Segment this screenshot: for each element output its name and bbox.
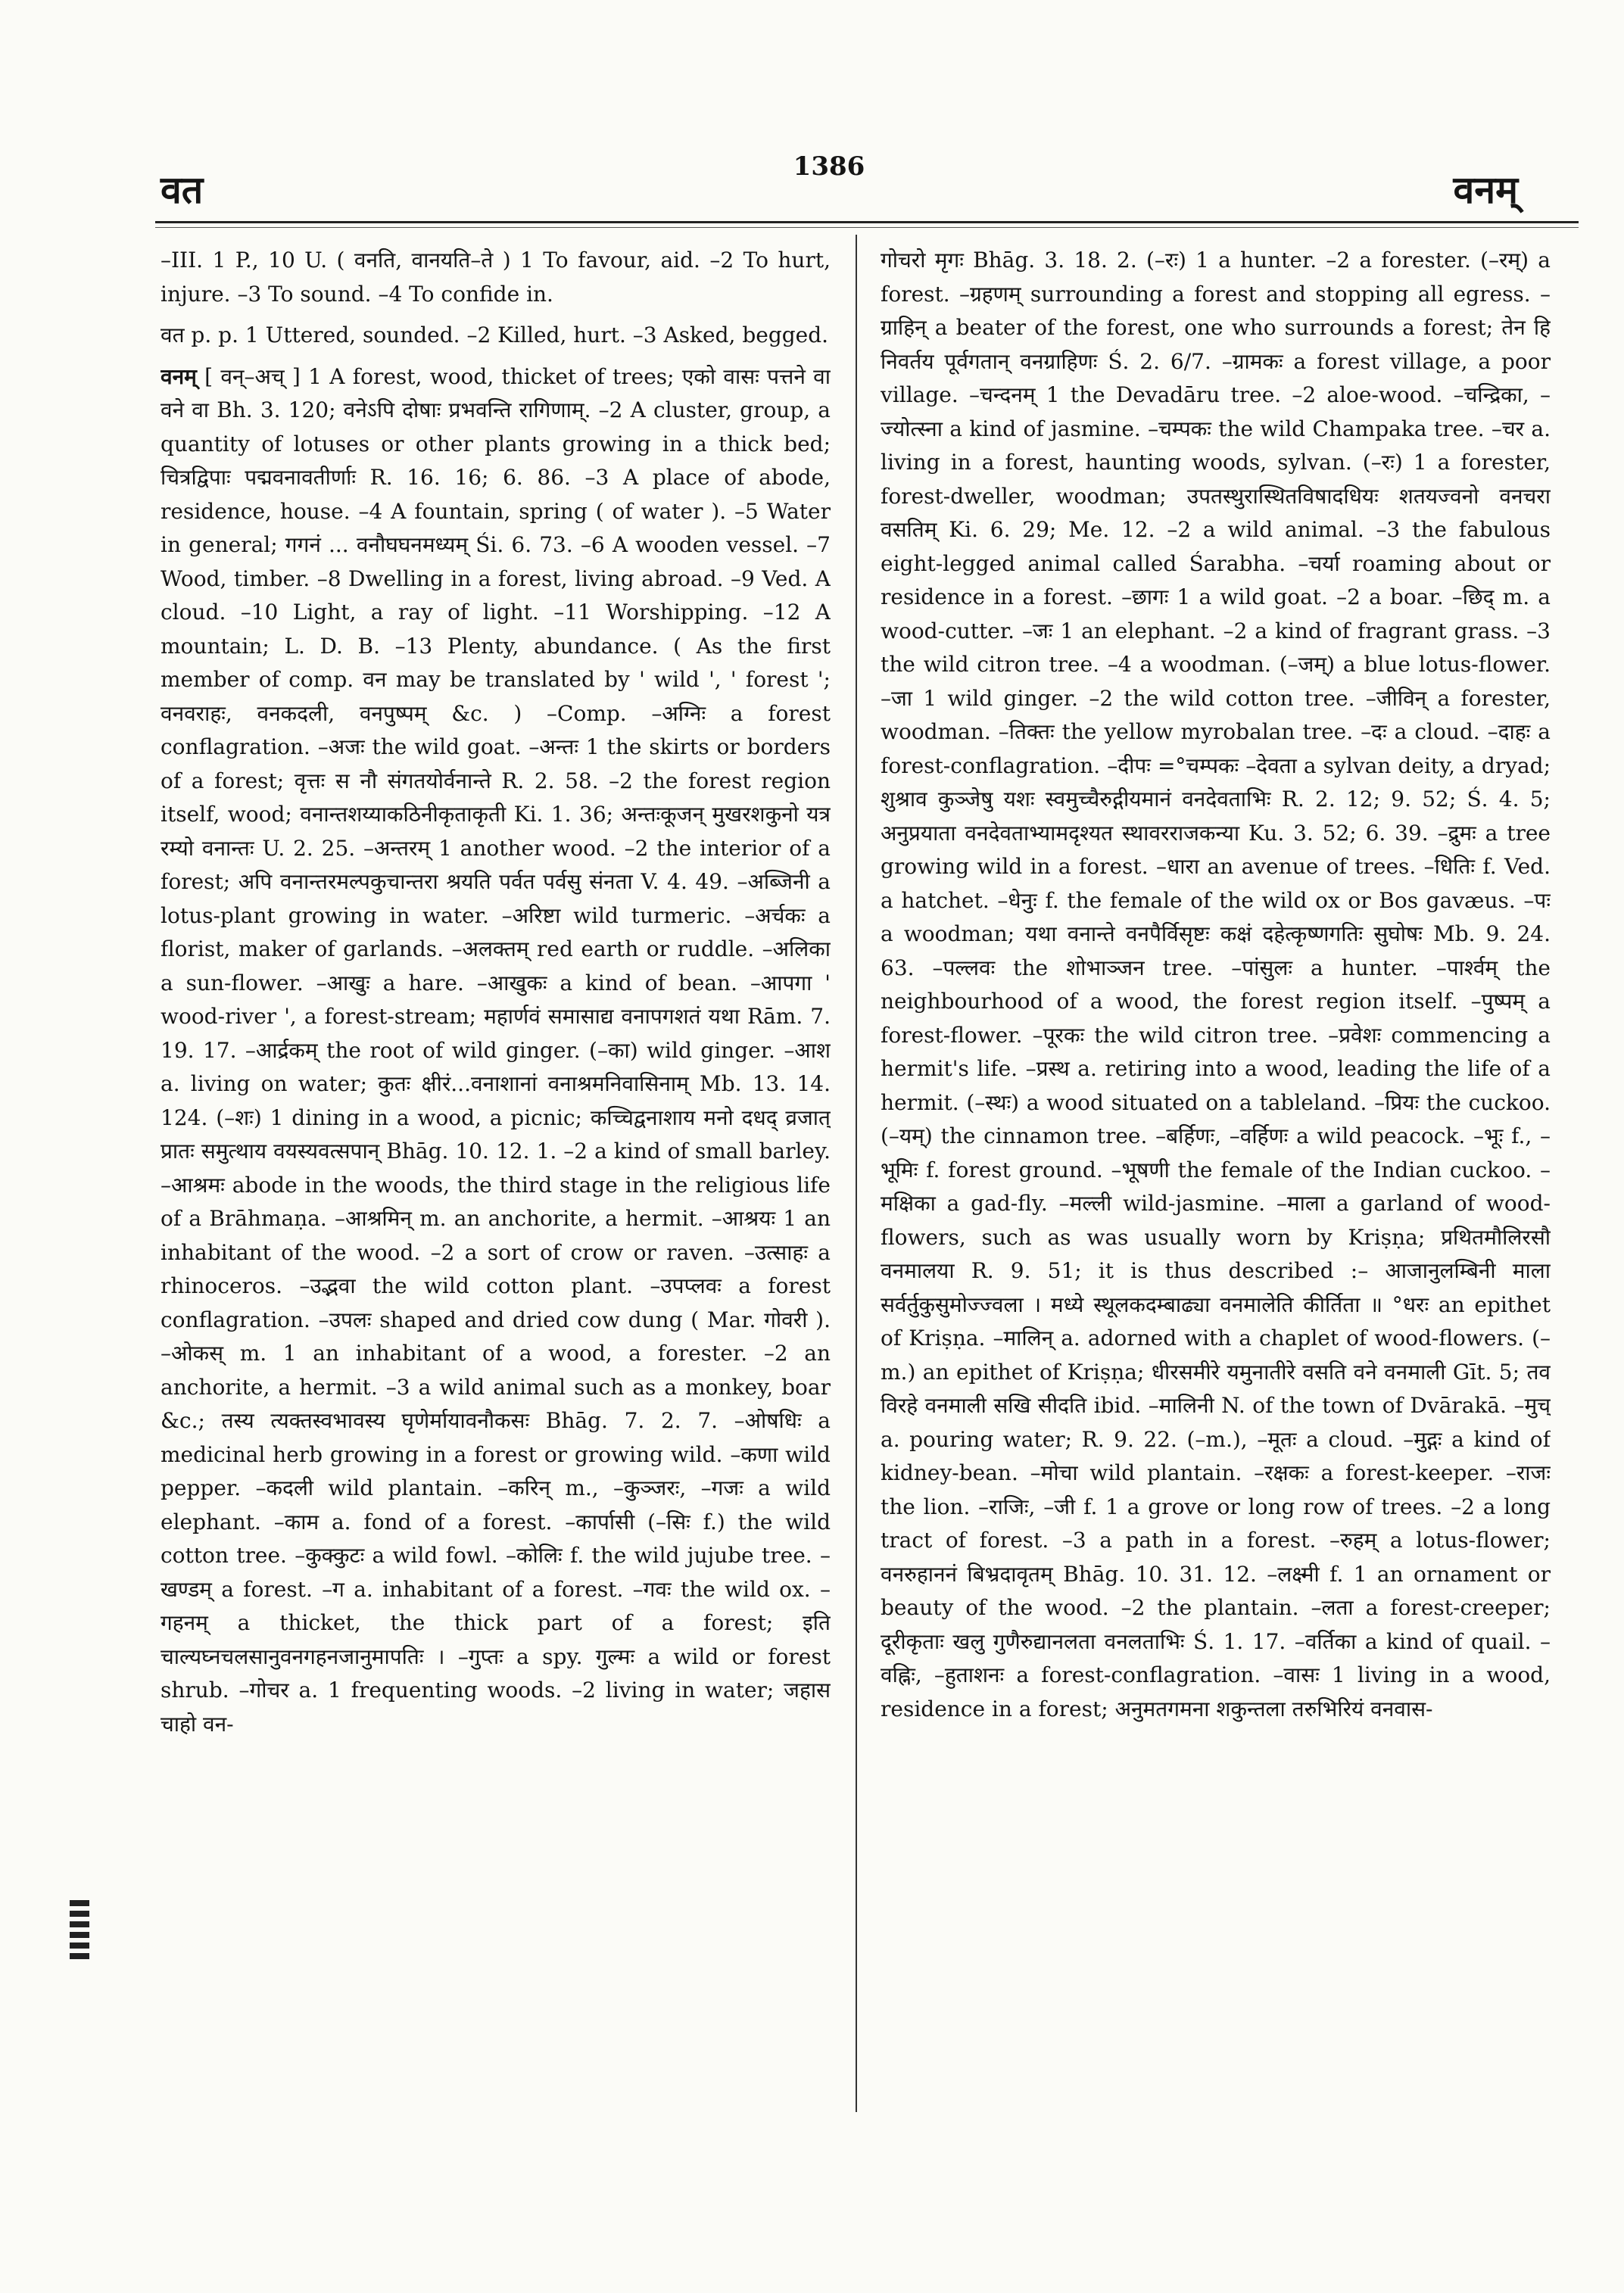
header-rule-thin: [155, 227, 1579, 228]
entry-vanam-continued: गोचरो मृगः Bhāg. 3. 18. 2. (–रः) 1 a hunter. –2 a forester. (–रम्) a forest. –ग्रहणम् surrounding a forest and stopping all egress. –ग्राहिन् a beater of the forest, one who surrounds a forest; तेन हि निवर्तय पूर्वगतान् वनग्राहिणः Ś. 2. 6/7. –ग्रामकः a forest village, a poor village. –चन्दनम् 1 the Devadāru tree. –2 aloe-wood. –चन्द्रिका, –ज्योत्स्ना a kind of jasmine. –चम्पकः the wild Champaka tree. –चर a. living in a forest, haunting woods, sylvan. (–रः) 1 a forester, forest-dweller, woodman; उपतस्थुरास्थितविषादधियः शतयज्वनो वनचरा वसतिम् Ki. 6. 29; Me. 12. –2 a wild animal. –3 the fabulous eight-legged animal called Śarabha. –चर्या roaming about or residence in a forest. –छागः 1 a wild goat. –2 a boar. –छिद् m. a wood-cutter. –जः 1 an elephant. –2 a kind of fragrant grass. –3 the wild citron tree. –4 a woodman. (–जम्) a blue lotus-flower. –जा 1 wild ginger. –2 the wild cotton tree. –जीविन् a forester, woodman. –तिक्तः the yellow myrobalan tree. –दः a cloud. –दाहः a forest-conflagration. –दीपः =°चम्पकः –देवता a sylvan deity, a dryad; शुश्राव कुञ्जेषु यशः स्वमुच्चैरुद्गीयमानं वनदेवताभिः R. 2. 12; 9. 52; Ś. 4. 5; अनुप्रयाता वनदेवताभ्यामदृश्यत स्थावरराजकन्या Ku. 3. 52; 6. 39. –द्रुमः a tree growing wild in a forest. –धारा an avenue of trees. –धितिः f. Ved. a hatchet. –धेनुः f. the female of the wild ox or Bos gavæus. –पः a woodman; यथा वनान्ते वनपैर्विसृष्टः कक्षं दहेत्कृष्णगतिः सुघोषः Mb. 9. 24. 63. –पल्लवः the शोभाञ्जन tree. –पांसुलः a hunter. –पार्श्वम् the neighbourhood of a wood, the forest region itself. –पुष्पम् a forest-flower. –पूरकः the wild citron tree. –प्रवेशः commencing a hermit's life. –प्रस्थ a. retiring into a wood, leading the life of a hermit. (–स्थः) a wood situated on a tableland. –प्रियः the cuckoo. (–यम्) the cinnamon tree. –बर्हिणः, –वर्हिणः a wild peacock. –भूः f., –भूमिः f. forest ground. –भूषणी the female of the Indian cuckoo. –मक्षिका a gad-fly. –मल्ली wild-jasmine. –माला a garland of wood-flowers, such as was usually worn by Kriṣṇa; प्रथितमौलिरसौ वनमालया R. 9. 51; it is thus described :– आजानुलम्बिनी माला सर्वर्तुकुसुमोज्ज्वला । मध्ये स्थूलकदम्बाढ्या वनमालेति कीर्तिता ॥ °धरः an epithet of Kriṣṇa. –मालिन् a. adorned with a chaplet of wood-flowers. (–m.) an epithet of Kriṣṇa; धीरसमीरे यमुनातीरे वसति वने वनमाली Gīt. 5; तव विरहे वनमाली सखि सीदति ibid. –मालिनी N. of the town of Dvārakā. –मुच् a. pouring water; R. 9. 22. (–m.), –मूतः a cloud. –मुद्गः a kind of kidney-bean. –मोचा wild plantain. –रक्षकः a forest-keeper. –राजः the lion. –राजिः, –जी f. 1 a grove or long row of trees. –2 a long tract of forest. –3 a path in a forest. –रुहम् a lotus-flower; वनरुहाननं बिभ्रदावृतम् Bhāg. 10. 31. 12. –लक्ष्मी f. 1 an ornament or beauty of the wood. –2 the plantain. –लता a forest-creeper; दूरीकृताः खलु गुणैरुद्यानलता वनलताभिः Ś. 1. 17. –वर्तिका a kind of quail. –वह्निः, –हुताशनः a forest-conflagration. –वासः 1 living in a wood, residence in a forest; अनुमतगमना शकुन्तला तरुभिरियं वनवास-: [881, 248, 1551, 1721]
right-column: [881, 244, 1551, 2114]
entry-vata: वत p. p. 1 Uttered, sounded. –2 Killed, hurt. –3 Asked, begged.: [161, 322, 829, 347]
header-rule-thick: [155, 221, 1579, 223]
column-divider: [856, 235, 857, 2112]
header-guide-word-left: वत: [161, 167, 204, 212]
entry-vana-verb: –III. 1 P., 10 U. ( वनति, वानयति–ते ) 1 To favour, aid. –2 To hurt, injure. –3 To sound. –4 To confide in.: [161, 248, 831, 307]
header-guide-word-right: वनम्: [1453, 167, 1518, 212]
page-number: 1386: [793, 151, 865, 182]
margin-thumb-index-mark: [70, 1900, 89, 1968]
entry-vanam-headword: वनम्: [161, 363, 197, 389]
entry-vanam: [161, 360, 831, 1742]
entry-vanam-text: [ वन्–अच् ] 1 A forest, wood, thicket of trees; एको वासः पत्तने वा वने वा Bh. 3. 120; वनेऽपि दोषाः प्रभवन्ति रागिणाम्. –2 A cluster, group, a quantity of lotuses or other plants growing in a thick bed; चित्रद्विपाः पद्मवनावतीर्णाः R. 16. 16; 6. 86. –3 A place of abode, residence, house. –4 A fountain, spring ( of water ). –5 Water in general; गगनं ... वनौघघनमध्यम् Śi. 6. 73. –6 A wooden vessel. –7 Wood, timber. –8 Dwelling in a forest, living abroad. –9 Ved. A cloud. –10 Light, a ray of light. –11 Worshipping. –12 A mountain; L. D. B. –13 Plenty, abundance. ( As the first member of comp. वन may be translated by ' wild ', ' forest '; वनवराहः, वनकदली, वनपुष्पम् &c. ) –Comp. –अग्निः a forest conflagration. –अजः the wild goat. –अन्तः 1 the skirts or borders of a forest; वृत्तः स नौ संगतयोर्वनान्ते R. 2. 58. –2 the forest region itself, wood; वनान्तशय्याकठिनीकृताकृती Ki. 1. 36; अन्तःकूजन् मुखरशकुनो यत्र रम्यो वनान्तः U. 2. 25. –अन्तरम् 1 another wood. –2 the interior of a forest; अपि वनान्तरमल्पकुचान्तरा श्रयति पर्वत पर्वसु संनता V. 4. 49. –अब्जिनी a lotus-plant growing in water. –अरिष्टा wild turmeric. –अर्चकः a florist, maker of garlands. –अलक्तम् red earth or ruddle. –अलिका a sun-flower. –आखुः a hare. –आखुकः a kind of bean. –आपगा ' wood-river ', a forest-stream; महार्णवं समासाद्य वनापगशतं यथा Rām. 7. 19. 17. –आर्द्रकम् the root of wild ginger. (–का) wild ginger. –आश a. living on water; कुतः क्षीरं...वनाशानां वनाश्रमनिवासिनाम् Mb. 13. 14. 124. (–शः) 1 dining in a wood, a picnic; कच्चिद्वनाशाय मनो दधद् व्रजात् प्रातः समुत्थाय वयस्यवत्सपान् Bhāg. 10. 12. 1. –2 a kind of small barley. –आश्रमः abode in the woods, the third stage in the religious life of a Brāhmaṇa. –आश्रमिन् m. an anchorite, a hermit. –आश्रयः 1 an inhabitant of the wood. –2 a sort of crow or raven. –उत्साहः a rhinoceros. –उद्भवा the wild cotton plant. –उपप्लवः a forest conflagration. –उपलः shaped and dried cow dung ( Mar. गोवरी ). –ओकस् m. 1 an inhabitant of a wood, a forester. –2 an anchorite, a hermit. –3 a wild animal such as a monkey, boar &c.; तस्य त्यक्तस्वभावस्य घृणेर्मायावनौकसः Bhāg. 7. 2. 7. –ओषधिः a medicinal herb growing in a forest or growing wild. –कणा wild pepper. –कदली wild plantain. –करिन् m., –कुञ्जरः, –गजः a wild elephant. –काम a. fond of a forest. –कार्पासी (–सिः f.) the wild cotton tree. –कुक्कुटः a wild fowl. –कोलिः f. the wild jujube tree. –खण्डम् a forest. –ग a. inhabitant of a forest. –गवः the wild ox. –गहनम् a thicket, the thick part of a forest; इति चाल्यघ्नचलसानुवनगहनजानुमापतिः । –गुप्तः a spy. गुल्मः a wild or forest shrub. –गोचर a. 1 frequenting woods. –2 living in water; जहास चाहो वन-: [161, 363, 831, 1737]
left-column: [161, 244, 831, 2114]
